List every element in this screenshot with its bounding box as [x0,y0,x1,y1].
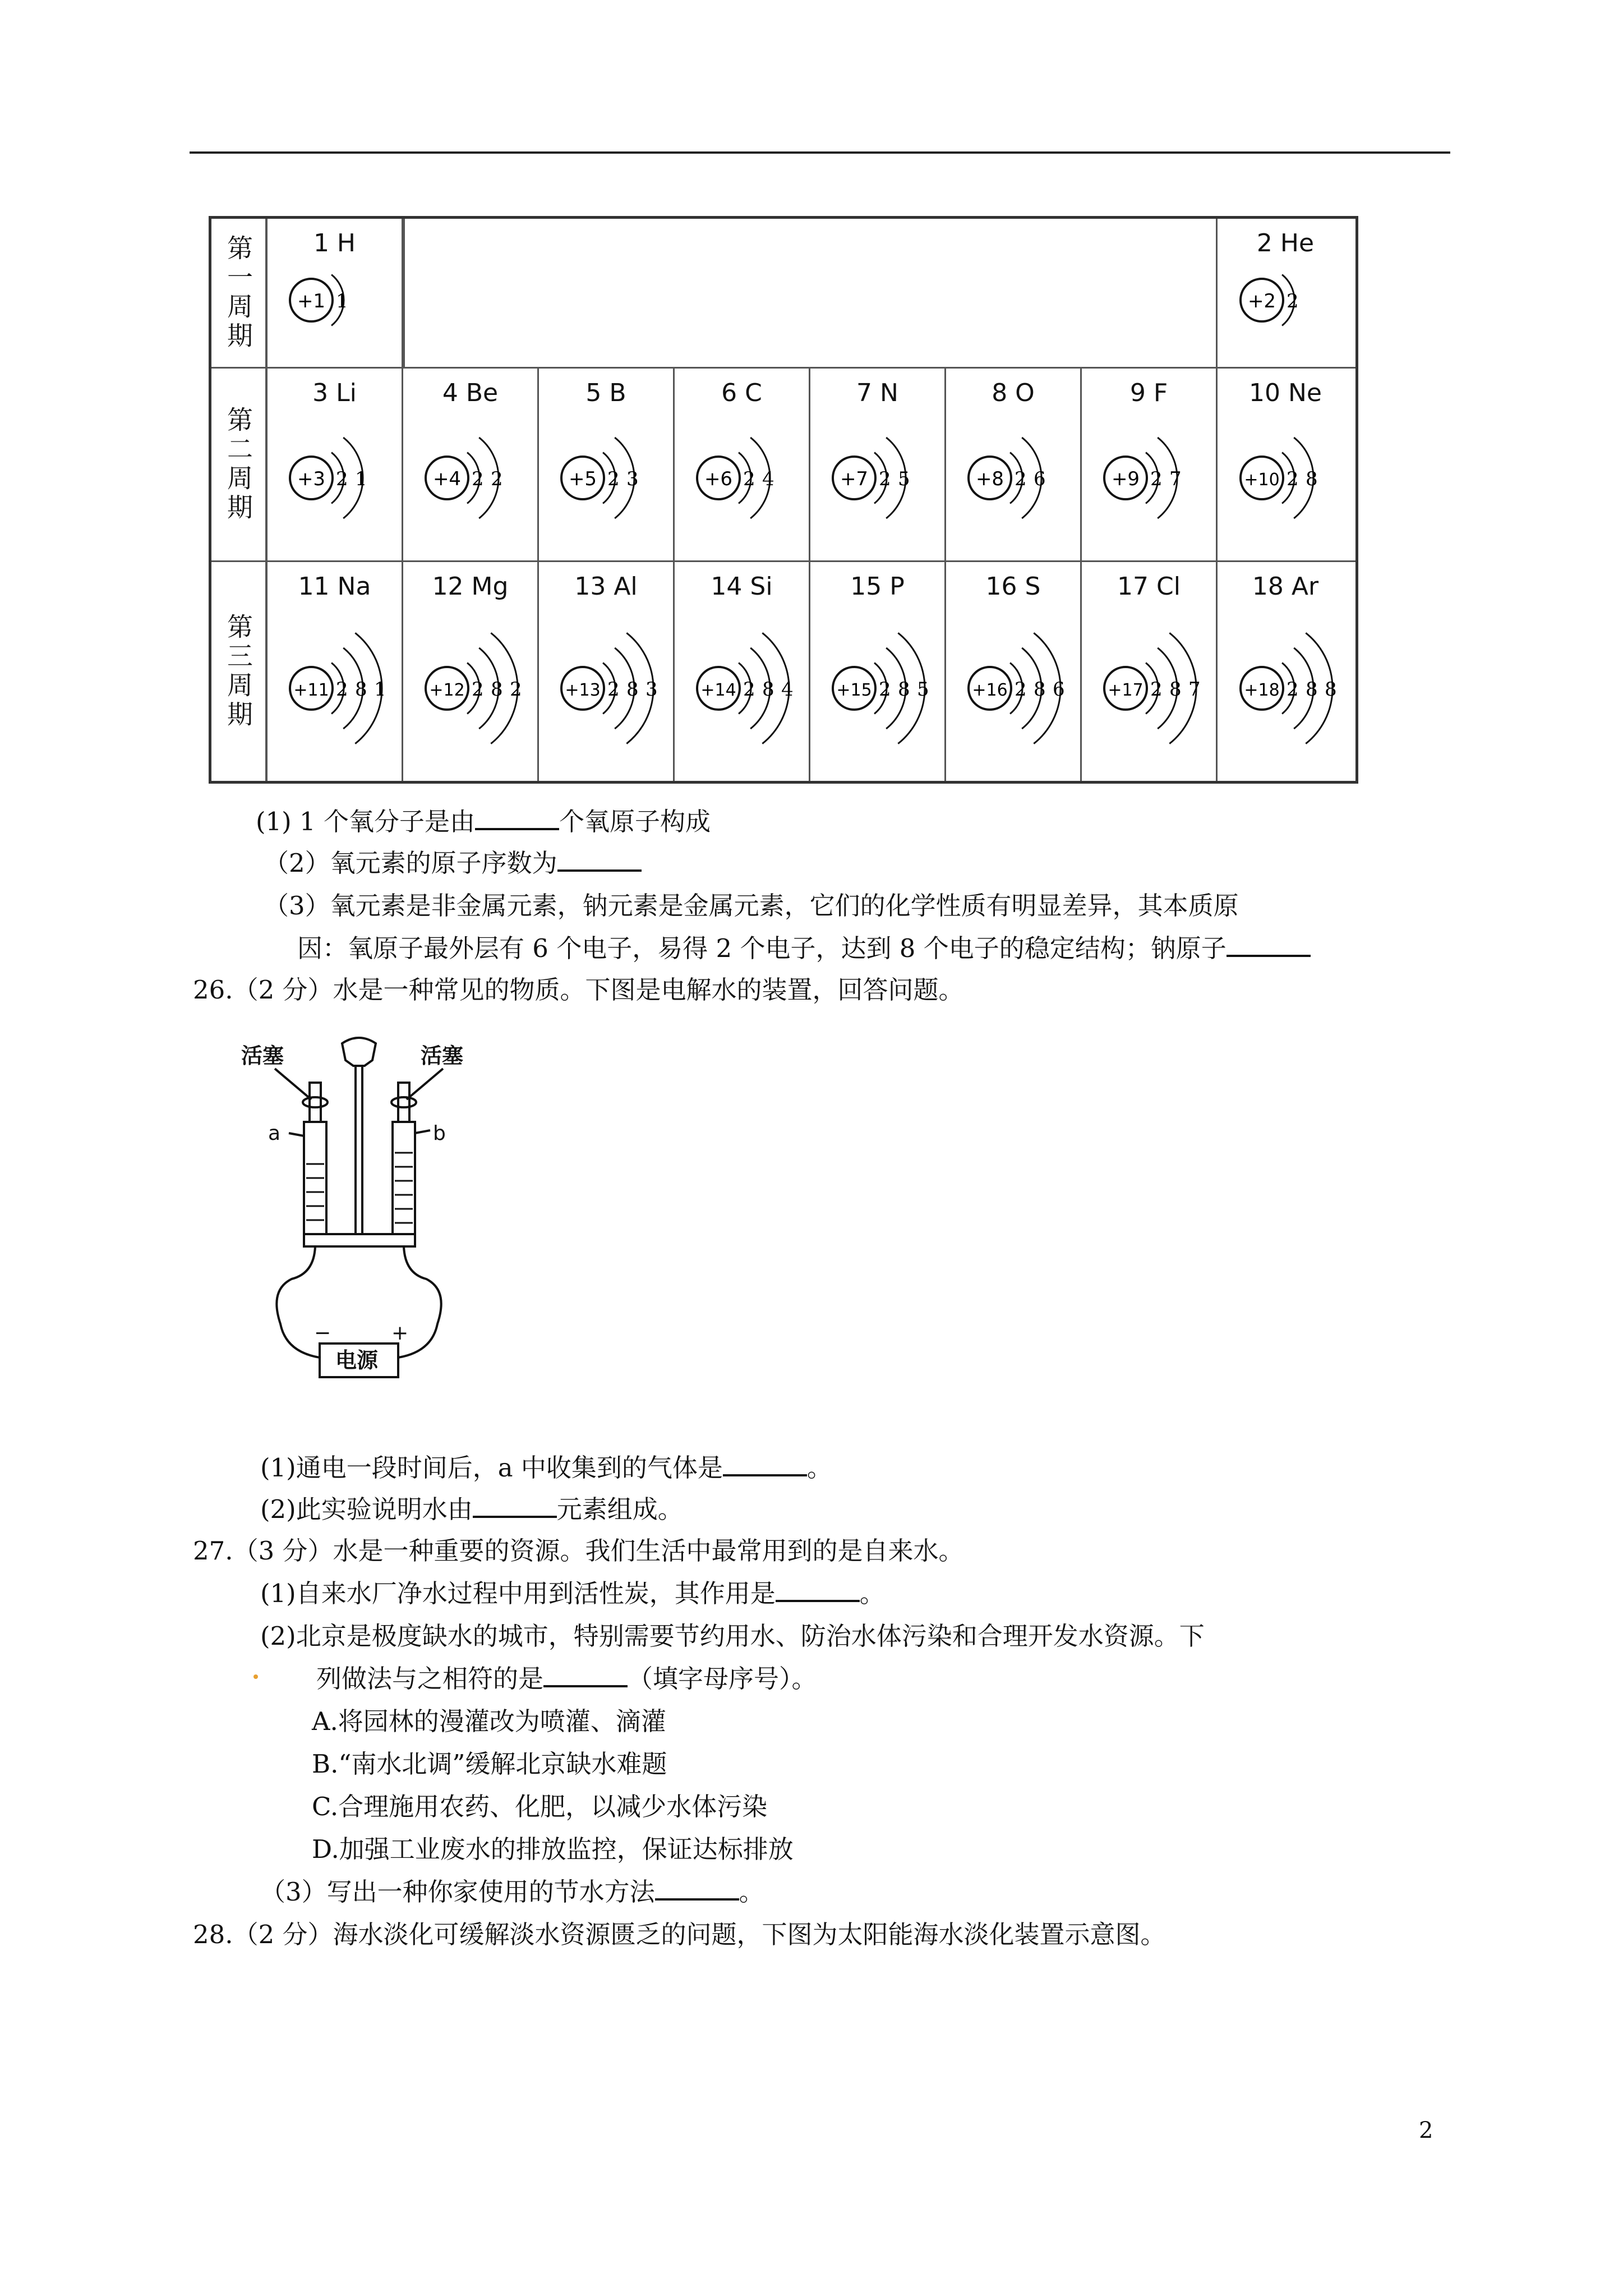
element-cell [1082,562,1218,781]
atom-structure-diagram [957,618,1069,758]
shell-electron-count: 8 [1325,678,1337,701]
periodic-table [209,216,1358,784]
nucleus-charge: +14 [700,680,736,700]
shell-electron-count: 6 [1033,468,1046,490]
shell-electron-count: 3 [645,678,658,701]
answer-blank[interactable] [723,1452,807,1476]
atom-structure-diagram [1093,618,1205,758]
shell-electron-count: 4 [781,678,794,701]
atom-structure-diagram [1229,261,1341,339]
period-row-1 [211,219,1355,369]
nucleus-charge: +16 [971,680,1008,700]
shell-electron-count: 8 [897,678,910,701]
shell-electron-count: 2 [335,678,348,701]
period-label: 第三周期 [211,562,268,781]
q27-option-d: D.加强工业废水的排放监控，保证达标排放 [312,1834,794,1864]
answer-blank[interactable] [543,1663,628,1687]
element-label: 8 O [992,379,1035,407]
shell-electron-count: 2 [607,678,620,701]
q25-sub1: (1) 1 个氧分子是由 个氧原子构成 [256,807,711,836]
atom-structure-diagram [279,425,391,531]
nucleus-charge: +7 [840,468,868,490]
q26-sub2: (2)此实验说明水由 元素组成。 [260,1494,683,1524]
nucleus-charge: +6 [704,468,732,490]
q27-sub2-line2: 列做法与之相符的是 （填字母序号）。 [316,1664,817,1694]
stopcock-left-label: 活塞 [241,1043,284,1068]
electrolysis-apparatus [236,1032,482,1425]
page-number: 2 [1419,2118,1433,2143]
shell-electron-count: 1 [335,290,348,312]
atom-structure-diagram [1229,618,1341,758]
header-rule [190,151,1450,154]
shell-electron-count: 3 [626,468,639,490]
nucleus-charge: +9 [1111,468,1140,490]
element-cell [1082,369,1218,560]
atom-structure-diagram [1093,425,1205,531]
shell-electron-count: 8 [1306,468,1318,490]
q27-option-a: A.将园林的漫灌改为喷灌、滴灌 [312,1706,666,1736]
shell-electron-count: 8 [1033,678,1046,701]
answer-blank[interactable] [475,806,559,830]
shell-electron-count: 2 [878,468,891,490]
nucleus-charge: +1 [297,290,325,312]
element-cell [946,562,1082,781]
nucleus-charge: +13 [564,680,601,700]
stray-mark [253,1674,258,1679]
period-row-3 [211,562,1355,781]
element-label: 5 B [585,379,626,407]
shell-electron-count: 2 [1014,468,1027,490]
q27-option-b: B.“南水北调”缓解北京缺水难题 [312,1749,667,1779]
q27-sub1: (1)自来水厂净水过程中用到活性炭，其作用是 。 [260,1579,885,1608]
period-label: 第二周期 [211,369,268,560]
element-cell [946,369,1082,560]
shell-electron-count: 4 [762,468,774,490]
shell-electron-count: 2 [607,468,620,490]
shell-electron-count: 2 [878,678,891,701]
element-cell [1218,219,1353,367]
plus-sign: + [391,1322,409,1345]
nucleus-charge: +12 [428,680,465,700]
atom-structure-diagram [550,618,662,758]
element-cell [1218,369,1353,560]
element-cell [675,562,810,781]
shell-electron-count: 2 [490,468,503,490]
nucleus-charge: +4 [432,468,461,490]
element-label: 9 F [1129,379,1168,407]
q26-sub1: (1)通电一段时间后，a 中收集到的气体是 。 [260,1453,832,1483]
element-label: 2 He [1256,229,1315,257]
element-label: 11 Na [298,572,371,601]
nucleus-charge: +3 [297,468,325,490]
element-label: 15 P [850,572,905,601]
period-row-2 [211,369,1355,562]
tube-b-label: b [433,1122,446,1145]
shell-electron-count: 7 [1169,468,1182,490]
atom-structure-diagram [686,618,798,758]
shell-electron-count: 2 [743,678,755,701]
answer-blank[interactable] [1227,932,1311,957]
element-label: 18 Ar [1252,572,1319,601]
atom-structure-diagram [279,618,391,758]
shell-electron-count: 8 [490,678,503,701]
shell-electron-count: 2 [1150,468,1163,490]
minus-sign: − [314,1322,331,1345]
atom-structure-diagram [957,425,1069,531]
shell-electron-count: 2 [1287,290,1299,312]
q27-sub3: （3）写出一种你家使用的节水方法 。 [260,1877,764,1907]
atom-structure-diagram [279,261,391,339]
q25-sub3-line1: （3）氧元素是非金属元素，钠元素是金属元素，它们的化学性质有明显差异，其本质原 [264,891,1239,921]
element-label: 3 Li [312,379,357,407]
q27-sub2-line1: (2)北京是极度缺水的城市，特别需要节约用水、防治水体污染和合理开发水资源。下 [260,1621,1205,1651]
element-cell [403,369,539,560]
q25-sub3-line2: 因：氧原子最外层有 6 个电子，易得 2 个电子，达到 8 个电子的稳定结构；钠原子 [297,928,1311,964]
nucleus-charge: +2 [1247,290,1276,312]
shell-electron-count: 8 [354,678,367,701]
atom-structure-diagram [414,425,527,531]
element-cell [539,562,675,781]
nucleus-charge: +17 [1107,680,1144,700]
element-label: 17 Cl [1117,572,1181,601]
answer-blank[interactable] [557,847,642,872]
element-label: 14 Si [711,572,773,601]
element-cell [268,369,403,560]
element-label: 1 H [313,229,356,257]
element-cell [268,219,403,367]
nucleus-charge: +10 [1244,470,1280,490]
shell-electron-count: 7 [1188,678,1201,701]
nucleus-charge: +8 [975,468,1004,490]
q26-stem: 26.（2 分）水是一种常见的物质。下图是电解水的装置，回答问题。 [193,975,964,1005]
atom-structure-diagram [414,618,527,758]
element-cell [403,562,539,781]
answer-blank[interactable] [776,1577,860,1602]
shell-electron-count: 5 [916,678,929,701]
shell-electron-count: 8 [1169,678,1182,701]
period-label: 第一周期 [211,219,268,367]
shell-electron-count: 2 [1150,678,1163,701]
nucleus-charge: +11 [293,680,329,700]
shell-electron-count: 8 [1306,678,1318,701]
shell-electron-count: 2 [509,678,522,701]
nucleus-charge: +15 [836,680,872,700]
shell-electron-count: 8 [762,678,774,701]
atom-structure-diagram [1229,425,1341,531]
shell-electron-count: 8 [626,678,639,701]
shell-electron-count: 2 [471,678,484,701]
element-label: 12 Mg [432,572,509,601]
shell-electron-count: 1 [354,468,367,490]
q28-stem: 28.（2 分）海水淡化可缓解淡水资源匮乏的问题，下图为太阳能海水淡化装置示意图。 [193,1920,1166,1949]
empty-span [403,219,1218,367]
element-label: 4 Be [442,379,499,407]
element-cell [539,369,675,560]
shell-electron-count: 6 [1052,678,1065,701]
q27-stem: 27.（3 分）水是一种重要的资源。我们生活中最常用到的是自来水。 [193,1536,964,1566]
stopcock-right-label: 活塞 [421,1043,464,1068]
shell-electron-count: 1 [374,678,386,701]
element-cell [1218,562,1353,781]
element-cell [810,562,946,781]
tube-a-label: a [268,1122,281,1145]
element-label: 16 S [985,572,1041,601]
answer-blank[interactable] [473,1493,557,1518]
shell-electron-count: 2 [743,468,755,490]
shell-electron-count: 2 [471,468,484,490]
element-label: 10 Ne [1249,379,1322,407]
shell-electron-count: 2 [335,468,348,490]
shell-electron-count: 2 [1287,678,1299,701]
answer-blank[interactable] [655,1876,739,1901]
nucleus-charge: +18 [1244,680,1280,700]
shell-electron-count: 2 [1014,678,1027,701]
element-cell [810,369,946,560]
element-label: 7 N [856,379,898,407]
atom-structure-diagram [686,425,798,531]
element-label: 6 C [721,379,762,407]
atom-structure-diagram [822,618,934,758]
q27-option-c: C.合理施用农药、化肥，以减少水体污染 [312,1792,768,1821]
shell-electron-count: 2 [1287,468,1299,490]
element-cell [268,562,403,781]
q25-sub2: （2）氧元素的原子序数为 [264,843,642,879]
shell-electron-count: 5 [897,468,910,490]
power-label: 电源 [335,1348,379,1373]
atom-structure-diagram [822,425,934,531]
element-label: 13 Al [574,572,638,601]
nucleus-charge: +5 [568,468,597,490]
atom-structure-diagram [550,425,662,531]
element-cell [675,369,810,560]
